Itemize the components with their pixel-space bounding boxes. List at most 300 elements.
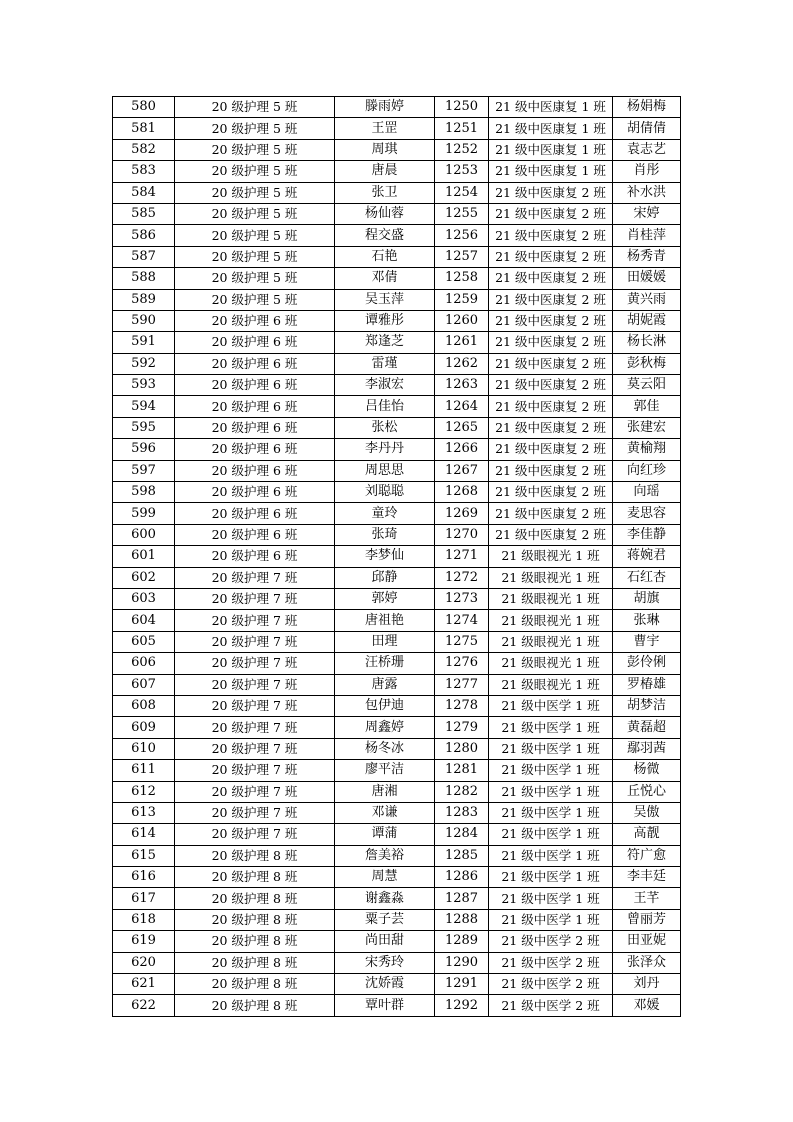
class-name-cell: 21 级中医康复 2 班 xyxy=(489,268,613,289)
table-row xyxy=(113,225,681,246)
class-name-cell: 20 级护理 6 班 xyxy=(175,524,335,545)
row-number-cell: 1267 xyxy=(435,460,489,481)
class-name-cell: 21 级中医康复 2 班 xyxy=(489,460,613,481)
class-name-cell: 21 级中医康复 2 班 xyxy=(489,182,613,203)
class-name-cell: 21 级中医学 2 班 xyxy=(489,952,613,973)
table-row xyxy=(113,439,681,460)
student-name-cell: 唐祖艳 xyxy=(335,610,435,631)
row-number-cell: 594 xyxy=(113,396,175,417)
student-name-cell: 吴傲 xyxy=(613,802,681,823)
table-row xyxy=(113,289,681,310)
class-name-cell: 20 级护理 6 班 xyxy=(175,332,335,353)
table-row xyxy=(113,332,681,353)
table-row xyxy=(113,139,681,160)
student-name-cell: 覃叶群 xyxy=(335,995,435,1016)
class-name-cell: 20 级护理 5 班 xyxy=(175,118,335,139)
student-name-cell: 李丹丹 xyxy=(335,439,435,460)
row-number-cell: 595 xyxy=(113,417,175,438)
student-name-cell: 袁志艺 xyxy=(613,139,681,160)
class-name-cell: 21 级中医学 1 班 xyxy=(489,781,613,802)
class-name-cell: 20 级护理 6 班 xyxy=(175,310,335,331)
row-number-cell: 1279 xyxy=(435,717,489,738)
student-name-cell: 唐晨 xyxy=(335,161,435,182)
class-name-cell: 20 级护理 7 班 xyxy=(175,567,335,588)
student-name-cell: 周琪 xyxy=(335,139,435,160)
table-row xyxy=(113,268,681,289)
student-name-cell: 粟子芸 xyxy=(335,909,435,930)
row-number-cell: 609 xyxy=(113,717,175,738)
student-name-cell: 曾丽芳 xyxy=(613,909,681,930)
table-row xyxy=(113,738,681,759)
roster-table xyxy=(112,96,681,1017)
row-number-cell: 601 xyxy=(113,546,175,567)
class-name-cell: 20 级护理 5 班 xyxy=(175,97,335,118)
student-name-cell: 周慧 xyxy=(335,867,435,888)
class-name-cell: 20 级护理 5 班 xyxy=(175,182,335,203)
row-number-cell: 1287 xyxy=(435,888,489,909)
row-number-cell: 599 xyxy=(113,503,175,524)
table-row xyxy=(113,888,681,909)
row-number-cell: 1255 xyxy=(435,203,489,224)
table-row xyxy=(113,717,681,738)
row-number-cell: 1284 xyxy=(435,824,489,845)
class-name-cell: 20 级护理 8 班 xyxy=(175,931,335,952)
class-name-cell: 21 级中医学 1 班 xyxy=(489,738,613,759)
class-name-cell: 21 级中医学 1 班 xyxy=(489,802,613,823)
student-name-cell: 程交盛 xyxy=(335,225,435,246)
student-name-cell: 邓倩 xyxy=(335,268,435,289)
row-number-cell: 614 xyxy=(113,824,175,845)
row-number-cell: 1289 xyxy=(435,931,489,952)
class-name-cell: 20 级护理 8 班 xyxy=(175,888,335,909)
roster-body xyxy=(113,97,681,1017)
class-name-cell: 20 级护理 5 班 xyxy=(175,139,335,160)
student-name-cell: 张琦 xyxy=(335,524,435,545)
class-name-cell: 21 级中医康复 1 班 xyxy=(489,161,613,182)
row-number-cell: 605 xyxy=(113,631,175,652)
row-number-cell: 1250 xyxy=(435,97,489,118)
table-row xyxy=(113,802,681,823)
class-name-cell: 21 级中医康复 2 班 xyxy=(489,332,613,353)
class-name-cell: 21 级眼视光 1 班 xyxy=(489,674,613,695)
student-name-cell: 杨仙蓉 xyxy=(335,203,435,224)
row-number-cell: 597 xyxy=(113,460,175,481)
row-number-cell: 607 xyxy=(113,674,175,695)
student-name-cell: 张卫 xyxy=(335,182,435,203)
class-name-cell: 20 级护理 6 班 xyxy=(175,439,335,460)
row-number-cell: 1281 xyxy=(435,760,489,781)
class-name-cell: 21 级中医学 1 班 xyxy=(489,824,613,845)
row-number-cell: 581 xyxy=(113,118,175,139)
table-row xyxy=(113,995,681,1016)
row-number-cell: 587 xyxy=(113,246,175,267)
class-name-cell: 20 级护理 7 班 xyxy=(175,738,335,759)
row-number-cell: 600 xyxy=(113,524,175,545)
class-name-cell: 21 级中医学 2 班 xyxy=(489,995,613,1016)
row-number-cell: 1291 xyxy=(435,974,489,995)
row-number-cell: 584 xyxy=(113,182,175,203)
student-name-cell: 宋婷 xyxy=(613,203,681,224)
class-name-cell: 21 级中医学 1 班 xyxy=(489,717,613,738)
class-name-cell: 20 级护理 5 班 xyxy=(175,268,335,289)
row-number-cell: 612 xyxy=(113,781,175,802)
table-row xyxy=(113,310,681,331)
table-row xyxy=(113,482,681,503)
class-name-cell: 21 级中医康复 2 班 xyxy=(489,310,613,331)
table-row xyxy=(113,417,681,438)
student-name-cell: 杨冬冰 xyxy=(335,738,435,759)
row-number-cell: 621 xyxy=(113,974,175,995)
class-name-cell: 21 级眼视光 1 班 xyxy=(489,653,613,674)
class-name-cell: 20 级护理 8 班 xyxy=(175,909,335,930)
class-name-cell: 21 级中医康复 2 班 xyxy=(489,375,613,396)
student-name-cell: 张建宏 xyxy=(613,417,681,438)
student-name-cell: 李丰廷 xyxy=(613,867,681,888)
row-number-cell: 1276 xyxy=(435,653,489,674)
row-number-cell: 613 xyxy=(113,802,175,823)
class-name-cell: 21 级中医康复 2 班 xyxy=(489,396,613,417)
row-number-cell: 608 xyxy=(113,695,175,716)
student-name-cell: 邓谦 xyxy=(335,802,435,823)
student-name-cell: 杨长淋 xyxy=(613,332,681,353)
class-name-cell: 20 级护理 5 班 xyxy=(175,161,335,182)
row-number-cell: 1277 xyxy=(435,674,489,695)
student-name-cell: 周思思 xyxy=(335,460,435,481)
class-name-cell: 20 级护理 7 班 xyxy=(175,802,335,823)
class-name-cell: 21 级中医学 1 班 xyxy=(489,695,613,716)
row-number-cell: 620 xyxy=(113,952,175,973)
student-name-cell: 符广愈 xyxy=(613,845,681,866)
table-row xyxy=(113,674,681,695)
student-name-cell: 彭秋梅 xyxy=(613,353,681,374)
row-number-cell: 1271 xyxy=(435,546,489,567)
student-name-cell: 邓媛 xyxy=(613,995,681,1016)
row-number-cell: 591 xyxy=(113,332,175,353)
class-name-cell: 20 级护理 8 班 xyxy=(175,995,335,1016)
row-number-cell: 596 xyxy=(113,439,175,460)
student-name-cell: 莫云阳 xyxy=(613,375,681,396)
class-name-cell: 20 级护理 8 班 xyxy=(175,845,335,866)
table-row xyxy=(113,974,681,995)
student-name-cell: 唐露 xyxy=(335,674,435,695)
row-number-cell: 1251 xyxy=(435,118,489,139)
class-name-cell: 21 级中医康复 2 班 xyxy=(489,503,613,524)
table-row xyxy=(113,610,681,631)
class-name-cell: 21 级眼视光 1 班 xyxy=(489,546,613,567)
row-number-cell: 1272 xyxy=(435,567,489,588)
student-name-cell: 周鑫婷 xyxy=(335,717,435,738)
row-number-cell: 1263 xyxy=(435,375,489,396)
student-name-cell: 王芊 xyxy=(613,888,681,909)
row-number-cell: 580 xyxy=(113,97,175,118)
class-name-cell: 21 级中医康复 2 班 xyxy=(489,246,613,267)
class-name-cell: 21 级中医康复 1 班 xyxy=(489,139,613,160)
student-name-cell: 肖桂萍 xyxy=(613,225,681,246)
row-number-cell: 619 xyxy=(113,931,175,952)
student-name-cell: 郭婷 xyxy=(335,588,435,609)
table-row xyxy=(113,182,681,203)
student-name-cell: 李梦仙 xyxy=(335,546,435,567)
student-name-cell: 石艳 xyxy=(335,246,435,267)
student-name-cell: 田媛媛 xyxy=(613,268,681,289)
table-row xyxy=(113,867,681,888)
table-row xyxy=(113,460,681,481)
class-name-cell: 21 级中医学 1 班 xyxy=(489,760,613,781)
table-row xyxy=(113,567,681,588)
student-name-cell: 张松 xyxy=(335,417,435,438)
table-row xyxy=(113,546,681,567)
table-row xyxy=(113,524,681,545)
student-name-cell: 肖彤 xyxy=(613,161,681,182)
row-number-cell: 1278 xyxy=(435,695,489,716)
row-number-cell: 1275 xyxy=(435,631,489,652)
class-name-cell: 20 级护理 7 班 xyxy=(175,695,335,716)
class-name-cell: 20 级护理 7 班 xyxy=(175,760,335,781)
class-name-cell: 21 级中医康复 1 班 xyxy=(489,97,613,118)
row-number-cell: 606 xyxy=(113,653,175,674)
student-name-cell: 杨微 xyxy=(613,760,681,781)
student-name-cell: 向红珍 xyxy=(613,460,681,481)
class-name-cell: 21 级中医学 2 班 xyxy=(489,974,613,995)
class-name-cell: 21 级中医康复 2 班 xyxy=(489,289,613,310)
table-row xyxy=(113,695,681,716)
row-number-cell: 585 xyxy=(113,203,175,224)
class-name-cell: 21 级眼视光 1 班 xyxy=(489,588,613,609)
student-name-cell: 宋秀玲 xyxy=(335,952,435,973)
class-name-cell: 20 级护理 5 班 xyxy=(175,289,335,310)
student-name-cell: 向瑶 xyxy=(613,482,681,503)
class-name-cell: 21 级中医康复 2 班 xyxy=(489,225,613,246)
class-name-cell: 21 级中医康复 2 班 xyxy=(489,203,613,224)
student-name-cell: 谭雅彤 xyxy=(335,310,435,331)
student-name-cell: 王罡 xyxy=(335,118,435,139)
class-name-cell: 20 级护理 8 班 xyxy=(175,952,335,973)
student-name-cell: 胡倩倩 xyxy=(613,118,681,139)
student-name-cell: 丘悦心 xyxy=(613,781,681,802)
row-number-cell: 617 xyxy=(113,888,175,909)
student-name-cell: 石红杏 xyxy=(613,567,681,588)
class-name-cell: 20 级护理 6 班 xyxy=(175,546,335,567)
class-name-cell: 20 级护理 8 班 xyxy=(175,867,335,888)
row-number-cell: 1273 xyxy=(435,588,489,609)
student-name-cell: 黄磊超 xyxy=(613,717,681,738)
row-number-cell: 602 xyxy=(113,567,175,588)
row-number-cell: 1257 xyxy=(435,246,489,267)
student-name-cell: 詹美裕 xyxy=(335,845,435,866)
row-number-cell: 589 xyxy=(113,289,175,310)
class-name-cell: 21 级眼视光 1 班 xyxy=(489,610,613,631)
class-name-cell: 20 级护理 6 班 xyxy=(175,417,335,438)
student-name-cell: 刘丹 xyxy=(613,974,681,995)
class-name-cell: 21 级中医康复 2 班 xyxy=(489,439,613,460)
row-number-cell: 604 xyxy=(113,610,175,631)
class-name-cell: 20 级护理 6 班 xyxy=(175,396,335,417)
row-number-cell: 588 xyxy=(113,268,175,289)
student-name-cell: 鄢羽茜 xyxy=(613,738,681,759)
table-row xyxy=(113,653,681,674)
student-name-cell: 吕佳怡 xyxy=(335,396,435,417)
table-row xyxy=(113,824,681,845)
student-name-cell: 包伊迪 xyxy=(335,695,435,716)
row-number-cell: 1274 xyxy=(435,610,489,631)
student-name-cell: 尚田甜 xyxy=(335,931,435,952)
student-name-cell: 邱静 xyxy=(335,567,435,588)
table-row xyxy=(113,396,681,417)
student-name-cell: 罗椿雄 xyxy=(613,674,681,695)
table-row xyxy=(113,760,681,781)
row-number-cell: 1254 xyxy=(435,182,489,203)
student-name-cell: 蒋婉君 xyxy=(613,546,681,567)
row-number-cell: 1285 xyxy=(435,845,489,866)
row-number-cell: 1262 xyxy=(435,353,489,374)
student-name-cell: 胡梦洁 xyxy=(613,695,681,716)
student-name-cell: 张琳 xyxy=(613,610,681,631)
student-name-cell: 廖平洁 xyxy=(335,760,435,781)
class-name-cell: 21 级眼视光 1 班 xyxy=(489,631,613,652)
class-name-cell: 21 级中医学 1 班 xyxy=(489,909,613,930)
row-number-cell: 615 xyxy=(113,845,175,866)
class-name-cell: 21 级眼视光 1 班 xyxy=(489,567,613,588)
table-row xyxy=(113,909,681,930)
student-name-cell: 高靓 xyxy=(613,824,681,845)
class-name-cell: 21 级中医学 1 班 xyxy=(489,888,613,909)
class-name-cell: 20 级护理 7 班 xyxy=(175,781,335,802)
student-name-cell: 滕雨婷 xyxy=(335,97,435,118)
row-number-cell: 593 xyxy=(113,375,175,396)
row-number-cell: 1260 xyxy=(435,310,489,331)
row-number-cell: 1270 xyxy=(435,524,489,545)
class-name-cell: 20 级护理 6 班 xyxy=(175,503,335,524)
class-name-cell: 20 级护理 7 班 xyxy=(175,610,335,631)
student-name-cell: 吴玉萍 xyxy=(335,289,435,310)
table-row xyxy=(113,161,681,182)
row-number-cell: 1286 xyxy=(435,867,489,888)
class-name-cell: 21 级中医康复 2 班 xyxy=(489,482,613,503)
table-row xyxy=(113,845,681,866)
class-name-cell: 21 级中医学 2 班 xyxy=(489,931,613,952)
row-number-cell: 616 xyxy=(113,867,175,888)
row-number-cell: 603 xyxy=(113,588,175,609)
table-row xyxy=(113,97,681,118)
class-name-cell: 21 级中医康复 1 班 xyxy=(489,118,613,139)
student-name-cell: 胡妮霞 xyxy=(613,310,681,331)
class-name-cell: 21 级中医学 1 班 xyxy=(489,867,613,888)
row-number-cell: 598 xyxy=(113,482,175,503)
student-name-cell: 童玲 xyxy=(335,503,435,524)
table-row xyxy=(113,503,681,524)
student-name-cell: 麦思容 xyxy=(613,503,681,524)
class-name-cell: 20 级护理 7 班 xyxy=(175,674,335,695)
class-name-cell: 20 级护理 7 班 xyxy=(175,824,335,845)
table-row xyxy=(113,118,681,139)
student-name-cell: 谭蒲 xyxy=(335,824,435,845)
table-row xyxy=(113,781,681,802)
student-name-cell: 汪桥珊 xyxy=(335,653,435,674)
class-name-cell: 21 级中医康复 2 班 xyxy=(489,524,613,545)
class-name-cell: 21 级中医康复 2 班 xyxy=(489,417,613,438)
student-name-cell: 彭伶俐 xyxy=(613,653,681,674)
table-row xyxy=(113,952,681,973)
row-number-cell: 586 xyxy=(113,225,175,246)
row-number-cell: 1283 xyxy=(435,802,489,823)
student-name-cell: 杨娟梅 xyxy=(613,97,681,118)
class-name-cell: 20 级护理 5 班 xyxy=(175,246,335,267)
row-number-cell: 1265 xyxy=(435,417,489,438)
class-name-cell: 20 级护理 6 班 xyxy=(175,482,335,503)
student-name-cell: 曹宇 xyxy=(613,631,681,652)
row-number-cell: 582 xyxy=(113,139,175,160)
student-name-cell: 黄兴雨 xyxy=(613,289,681,310)
student-name-cell: 田理 xyxy=(335,631,435,652)
student-name-cell: 田亚妮 xyxy=(613,931,681,952)
student-name-cell: 郑逢芝 xyxy=(335,332,435,353)
row-number-cell: 1288 xyxy=(435,909,489,930)
class-name-cell: 21 级中医康复 2 班 xyxy=(489,353,613,374)
row-number-cell: 1261 xyxy=(435,332,489,353)
row-number-cell: 1256 xyxy=(435,225,489,246)
row-number-cell: 1252 xyxy=(435,139,489,160)
row-number-cell: 622 xyxy=(113,995,175,1016)
row-number-cell: 1269 xyxy=(435,503,489,524)
row-number-cell: 1292 xyxy=(435,995,489,1016)
row-number-cell: 611 xyxy=(113,760,175,781)
student-name-cell: 谢鑫淼 xyxy=(335,888,435,909)
student-name-cell: 沈娇霞 xyxy=(335,974,435,995)
student-name-cell: 郭佳 xyxy=(613,396,681,417)
student-name-cell: 李佳静 xyxy=(613,524,681,545)
row-number-cell: 583 xyxy=(113,161,175,182)
row-number-cell: 1290 xyxy=(435,952,489,973)
student-name-cell: 补水洪 xyxy=(613,182,681,203)
class-name-cell: 20 级护理 6 班 xyxy=(175,460,335,481)
class-name-cell: 21 级中医学 1 班 xyxy=(489,845,613,866)
class-name-cell: 20 级护理 8 班 xyxy=(175,974,335,995)
student-name-cell: 唐湘 xyxy=(335,781,435,802)
row-number-cell: 1259 xyxy=(435,289,489,310)
row-number-cell: 1258 xyxy=(435,268,489,289)
class-name-cell: 20 级护理 7 班 xyxy=(175,631,335,652)
table-row xyxy=(113,931,681,952)
row-number-cell: 590 xyxy=(113,310,175,331)
student-name-cell: 杨秀青 xyxy=(613,246,681,267)
row-number-cell: 592 xyxy=(113,353,175,374)
student-name-cell: 胡旗 xyxy=(613,588,681,609)
student-name-cell: 黄榆翔 xyxy=(613,439,681,460)
class-name-cell: 20 级护理 7 班 xyxy=(175,653,335,674)
row-number-cell: 610 xyxy=(113,738,175,759)
table-row xyxy=(113,246,681,267)
row-number-cell: 1282 xyxy=(435,781,489,802)
class-name-cell: 20 级护理 5 班 xyxy=(175,203,335,224)
row-number-cell: 1280 xyxy=(435,738,489,759)
class-name-cell: 20 级护理 6 班 xyxy=(175,353,335,374)
student-name-cell: 刘聪聪 xyxy=(335,482,435,503)
class-name-cell: 20 级护理 5 班 xyxy=(175,225,335,246)
table-row xyxy=(113,203,681,224)
table-row xyxy=(113,353,681,374)
row-number-cell: 1264 xyxy=(435,396,489,417)
student-name-cell: 雷瑾 xyxy=(335,353,435,374)
student-name-cell: 李淑宏 xyxy=(335,375,435,396)
class-name-cell: 20 级护理 6 班 xyxy=(175,375,335,396)
table-row xyxy=(113,588,681,609)
row-number-cell: 1268 xyxy=(435,482,489,503)
class-name-cell: 20 级护理 7 班 xyxy=(175,717,335,738)
row-number-cell: 618 xyxy=(113,909,175,930)
table-row xyxy=(113,375,681,396)
table-row xyxy=(113,631,681,652)
class-name-cell: 20 级护理 7 班 xyxy=(175,588,335,609)
